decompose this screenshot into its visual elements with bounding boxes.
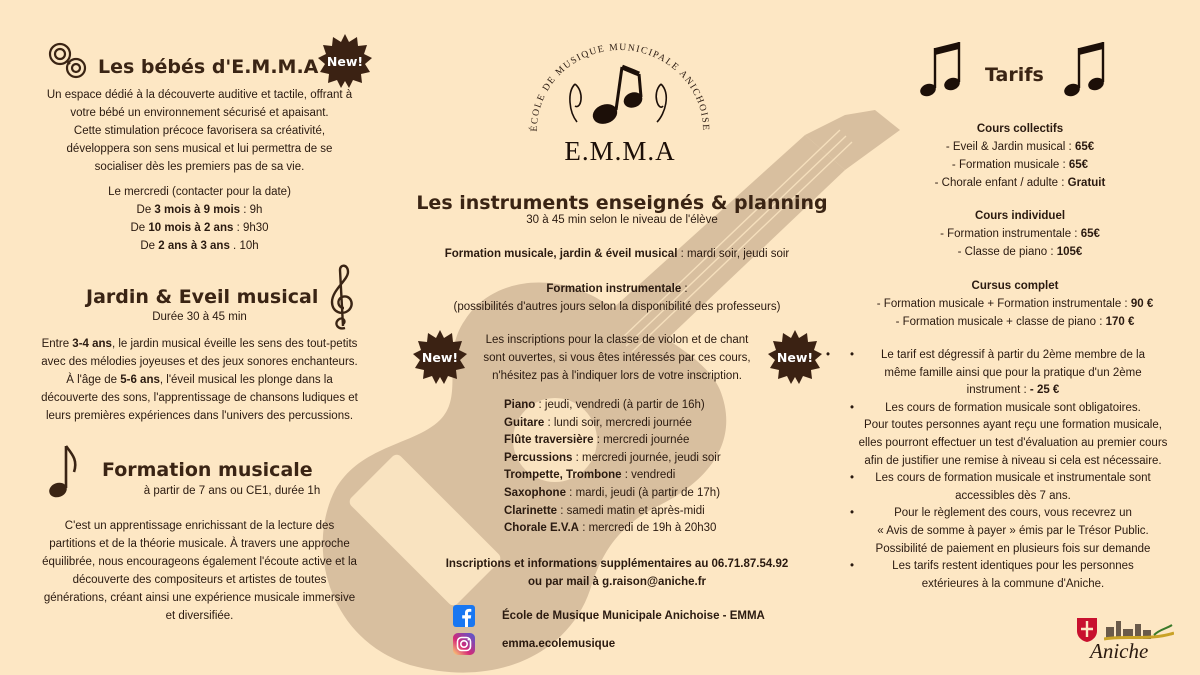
tarifs-collectifs: [870, 120, 1170, 192]
tarifs-individuel: [870, 207, 1170, 261]
town-skyline-icon: [1104, 615, 1174, 641]
beamed-notes-icon: [1062, 38, 1108, 100]
desc-line: socialiser dès les premiers pas de sa vie.: [94, 161, 305, 173]
formation-title: Formation musicale: [102, 459, 313, 481]
beamed-notes-icon: [918, 38, 964, 100]
collectifs-title: Cours collectifs: [976, 123, 1064, 135]
price-row: - Chorale enfant / adulte : Gratuit: [934, 177, 1106, 189]
tarifs-title: Tarifs: [985, 64, 1044, 86]
formation-description: C'est un apprentissage enrichissant de la lecture des partitions et de la théorie musicale. À travers une approche équilibrée, nous encourageons également l'écoute active et la découverte des compositeurs et artistes de toutes générations, créant ainsi une expérience musicale immersive et diversifiée.: [42, 520, 357, 622]
facebook-icon[interactable]: [453, 605, 475, 627]
list-item: Percussions : mercredi journée, jeudi soir: [504, 451, 721, 464]
tarifs-notes: • • Le tarif est dégressif à partir du 2ème membre de la même famille ainsi que pour la pratique d'un 2ème instrument : - 25 € • Les cours de formation musicale sont obligatoires. Pour toutes personnes ayant reçu une formation musicale, elles pourront effectuer un test d'évaluation au premier cours afin de justifier une remise à niveau si cela est nécessaire. • Les cours de formation musicale et instrumentale sont accessibles dès 7 ans. • Pour le règlement des cours, vous recevrez un « Avis de somme à payer » émis par le Trésor Public. Possibilité de paiement en plusieurs fois sur demande • Les tarifs restent identiques pour les personnes extérieures à la commune d'Aniche.: [838, 347, 1188, 593]
price-row: - Eveil & Jardin musical : 65€: [945, 141, 1095, 153]
jardin-title: Jardin & Eveil musical: [86, 286, 319, 308]
facebook-link[interactable]: École de Musique Municipale Anichoise - EMMA: [502, 610, 765, 622]
desc-line: développera son sens musical et lui permettra de se: [66, 143, 333, 155]
note-item: • Les tarifs restent identiques pour les personnes: [850, 560, 1134, 573]
schedule-slot: De 3 mois à 9 mois : 9h: [136, 204, 263, 216]
schedule-slot: De 2 ans à 3 ans . 10h: [140, 240, 259, 252]
new-badge-bebes: [318, 34, 372, 88]
desc-line: votre bébé un environnement sécurisé et apaisant.: [70, 107, 329, 119]
badge-label: New!: [421, 349, 459, 365]
note-item: • Les cours de formation musicale sont obligatoires.: [850, 401, 1141, 414]
price-row: - Formation musicale + classe de piano : 170 €: [895, 316, 1135, 328]
bebes-title: Les bébés d'E.M.M.A: [98, 56, 319, 78]
formation-subtitle: à partir de 7 ans ou CE1, durée 1h: [143, 485, 321, 497]
logo-arc-text: ÉCOLE DE MUSIQUE MUNICIPALE ANICHOISE: [528, 41, 712, 132]
contact-phone[interactable]: Inscriptions et informations supplémentaires au 06.71.87.54.92: [445, 558, 789, 570]
violin-announcement: Les inscriptions pour la classe de violon et de chant sont ouvertes, si vous êtes intéressés par ces cours, n'hésitez pas à l'indiquer lors de votre inscription.: [483, 334, 751, 382]
list-item: Piano : jeudi, vendredi (à partir de 16h): [504, 399, 705, 411]
instruments-subtitle: 30 à 45 min selon le niveau de l'élève: [526, 214, 718, 226]
instruments-title: Les instruments enseignés & planning: [416, 192, 828, 214]
instagram-link[interactable]: emma.ecolemusique: [502, 638, 616, 650]
logo-name: E.M.M.A: [564, 136, 676, 166]
instrument-list: [504, 397, 804, 538]
price-row: - Formation instrumentale : 65€: [940, 228, 1100, 240]
jardin-subtitle: Durée 30 à 45 min: [152, 311, 247, 323]
note-item: • • Le tarif est dégressif à partir du 2ème membre de la: [838, 347, 1188, 365]
schedule-slot: De 10 mois à 2 ans : 9h30: [130, 222, 269, 234]
bebes-schedule: [22, 183, 377, 255]
price-row: - Classe de piano : 105€: [957, 246, 1083, 258]
list-item: Trompette, Trombone : vendredi: [504, 469, 676, 482]
note-item: • Les cours de formation musicale et instrumentale sont: [850, 472, 1151, 485]
fm-schedule: Formation musicale, jardin & éveil musical : mardi soir, jeudi soir: [444, 248, 790, 260]
desc-line: Un espace dédié à la découverte auditive et tactile, offrant à: [46, 89, 353, 101]
list-item: Saxophone : mardi, jeudi (à partir de 17h): [504, 486, 721, 499]
jardin-description: Entre 3-4 ans, le jardin musical éveille les sens des tout-petits avec des mélodies joyeuses et des jeux sonores enchanteurs. À l'âge de 5-6 ans, l'éveil musical les plonge dans la découverte des sons, l'apprentissage de chansons ludiques et leurs premières expériences dans l'univers des percussions.: [41, 338, 358, 422]
bebes-description: [22, 86, 377, 176]
price-row: - Formation musicale + Formation instrumentale : 90 €: [876, 298, 1154, 310]
contact-email[interactable]: ou par mail à g.raison@aniche.fr: [527, 576, 706, 588]
list-item: Flûte traversière : mercredi journée: [504, 434, 690, 447]
aniche-text: Aniche: [1090, 639, 1149, 663]
cursus-title: Cursus complet: [971, 280, 1059, 292]
tarifs-cursus: [840, 277, 1190, 331]
fi-schedule: Formation instrumentale :: [546, 283, 688, 295]
badge-label: New!: [326, 53, 364, 69]
emma-logo: [515, 22, 725, 172]
new-badge-right: [768, 330, 822, 384]
list-item: Clarinette : samedi matin et après-midi: [504, 504, 705, 517]
rattle-icon: [46, 40, 90, 80]
new-badge-left: [413, 330, 467, 384]
instagram-icon[interactable]: [453, 633, 475, 655]
desc-line: Cette stimulation précoce favorisera sa créativité,: [73, 125, 326, 137]
badge-label: New!: [776, 349, 814, 365]
list-item: Guitare : lundi soir, mercredi journée: [504, 416, 692, 429]
fi-note: (possibilités d'autres jours selon la disponibilité des professeurs): [453, 301, 781, 313]
aniche-logo: [1076, 615, 1176, 663]
schedule-day: Le mercredi (contacter pour la date): [108, 186, 291, 198]
contact-info: [402, 555, 832, 591]
price-row: - Formation musicale : 65€: [951, 159, 1089, 171]
list-item: Chorale E.V.A : mercredi de 19h à 20h30: [504, 522, 717, 535]
individuel-title: Cours individuel: [974, 210, 1066, 222]
note-item: • Pour le règlement des cours, vous recevrez un: [850, 507, 1132, 520]
